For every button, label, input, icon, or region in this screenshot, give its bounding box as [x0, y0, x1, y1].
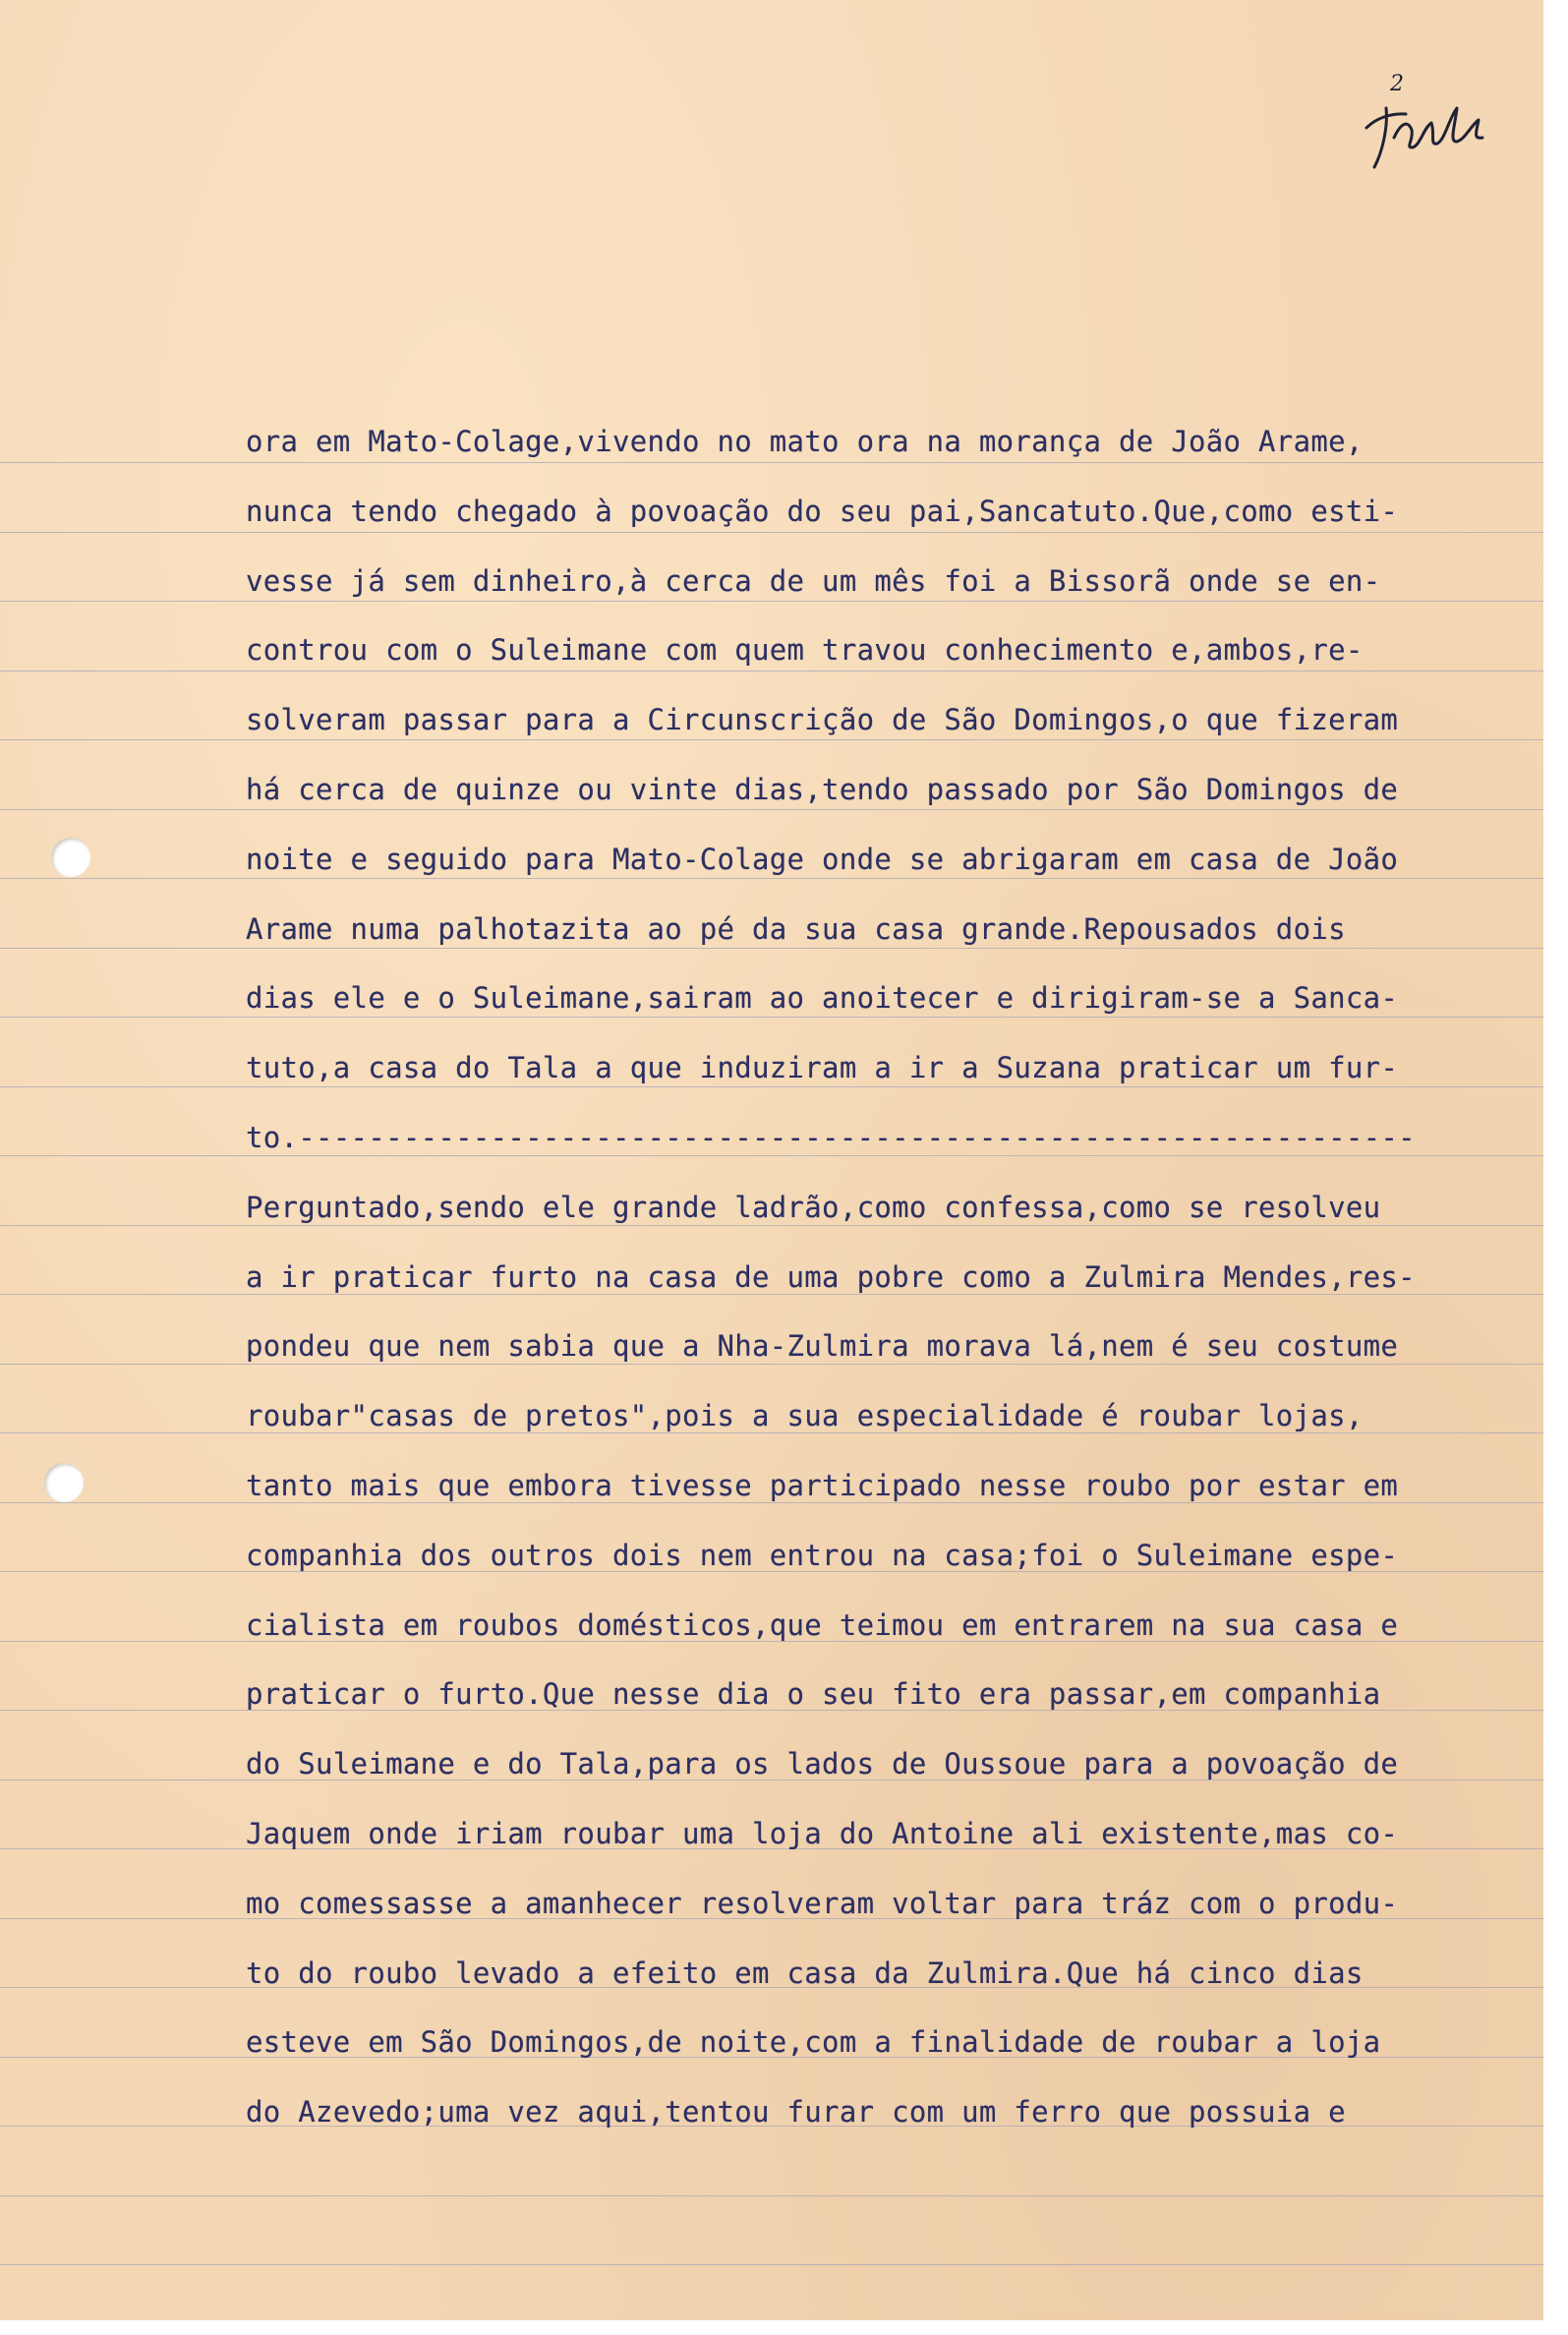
- rule-line: [0, 601, 1543, 602]
- rule-line: [0, 1155, 1543, 1156]
- typed-line: do Azevedo;uma vez aqui,tentou furar com um ferro que possuia e: [246, 2095, 1346, 2130]
- punch-hole-lower: [44, 1463, 84, 1502]
- rule-line: [0, 1086, 1543, 1087]
- rule-line: [0, 809, 1543, 810]
- typed-line: a ir praticar furto na casa de uma pobre como a Zulmira Mendes,res-: [246, 1259, 1416, 1294]
- rule-line: [0, 532, 1543, 533]
- typed-line: dias ele e o Suleimane,sairam ao anoitecer e dirigiram-se a Sanca-: [246, 981, 1399, 1016]
- rule-line: [0, 1225, 1543, 1226]
- typed-line: roubar"casas de pretos",pois a sua especialidade é roubar lojas,: [246, 1399, 1364, 1433]
- scan-margin: [1543, 0, 1568, 2335]
- typed-line: vesse já sem dinheiro,à cerca de um mês foi a Bissorã onde se en-: [246, 563, 1381, 598]
- typed-line: do Suleimane e do Tala,para os lados de Oussoue para a povoação de: [246, 1747, 1399, 1781]
- typed-line: praticar o furto.Que nesse dia o seu fito era passar,em companhia: [246, 1677, 1381, 1712]
- punch-hole-upper: [51, 838, 90, 877]
- typed-line: tuto,a casa do Tala a que induziram a ir a Suzana praticar um fur-: [246, 1051, 1399, 1085]
- rule-line: [0, 1017, 1543, 1018]
- typed-line: Perguntado,sendo ele grande ladrão,como confessa,como se resolveu: [246, 1190, 1381, 1224]
- rule-line: [0, 2195, 1543, 2196]
- typed-line: ora em Mato-Colage,vivendo no mato ora na morança de João Arame,: [246, 425, 1364, 458]
- typed-line: to.----------------------------------------------------------------: [246, 1121, 1416, 1154]
- typed-line: companhia dos outros dois nem entrou na casa;foi o Suleimane espe-: [246, 1538, 1399, 1572]
- rule-line: [0, 878, 1543, 879]
- typed-line: to do roubo levado a efeito em casa da Zulmira.Que há cinco dias: [246, 1956, 1364, 1990]
- typed-line: esteve em São Domingos,de noite,com a finalidade de roubar a loja: [246, 2025, 1381, 2060]
- typed-line: controu com o Suleimane com quem travou conhecimento e,ambos,re-: [246, 633, 1364, 668]
- rule-line: [0, 462, 1543, 463]
- typed-line: Arame numa palhotazita ao pé da sua casa grande.Repousados dois: [246, 911, 1346, 946]
- typed-line: nunca tendo chegado à povoação do seu pai,Sancatuto.Que,como esti-: [246, 494, 1399, 528]
- typed-line: cialista em roubos domésticos,que teimou em entrarem na sua casa e: [246, 1607, 1399, 1642]
- rule-line: [0, 2264, 1543, 2265]
- typed-line: solveram passar para a Circunscrição de São Domingos,o que fizeram: [246, 703, 1399, 737]
- rule-line: [0, 739, 1543, 740]
- typed-line: há cerca de quinze ou vinte dias,tendo passado por São Domingos de: [246, 773, 1399, 806]
- rule-line: [0, 1364, 1543, 1365]
- typed-line: noite e seguido para Mato-Colage onde se abrigaram em casa de João: [246, 842, 1399, 876]
- typed-line: pondeu que nem sabia que a Nha-Zulmira morava lá,nem é seu costume: [246, 1329, 1399, 1364]
- typed-line: mo comessasse a amanhecer resolveram voltar para tráz com o produ-: [246, 1886, 1399, 1920]
- svg-text:2: 2: [1390, 72, 1404, 96]
- typed-line: Jaquem onde iriam roubar uma loja do Antoine ali existente,mas co-: [246, 1817, 1399, 1850]
- rule-line: [0, 1294, 1543, 1295]
- rule-line: [0, 948, 1543, 949]
- handwritten-initials: [1347, 69, 1494, 177]
- typed-line: tanto mais que embora tivesse participado nesse roubo por estar em: [246, 1469, 1399, 1502]
